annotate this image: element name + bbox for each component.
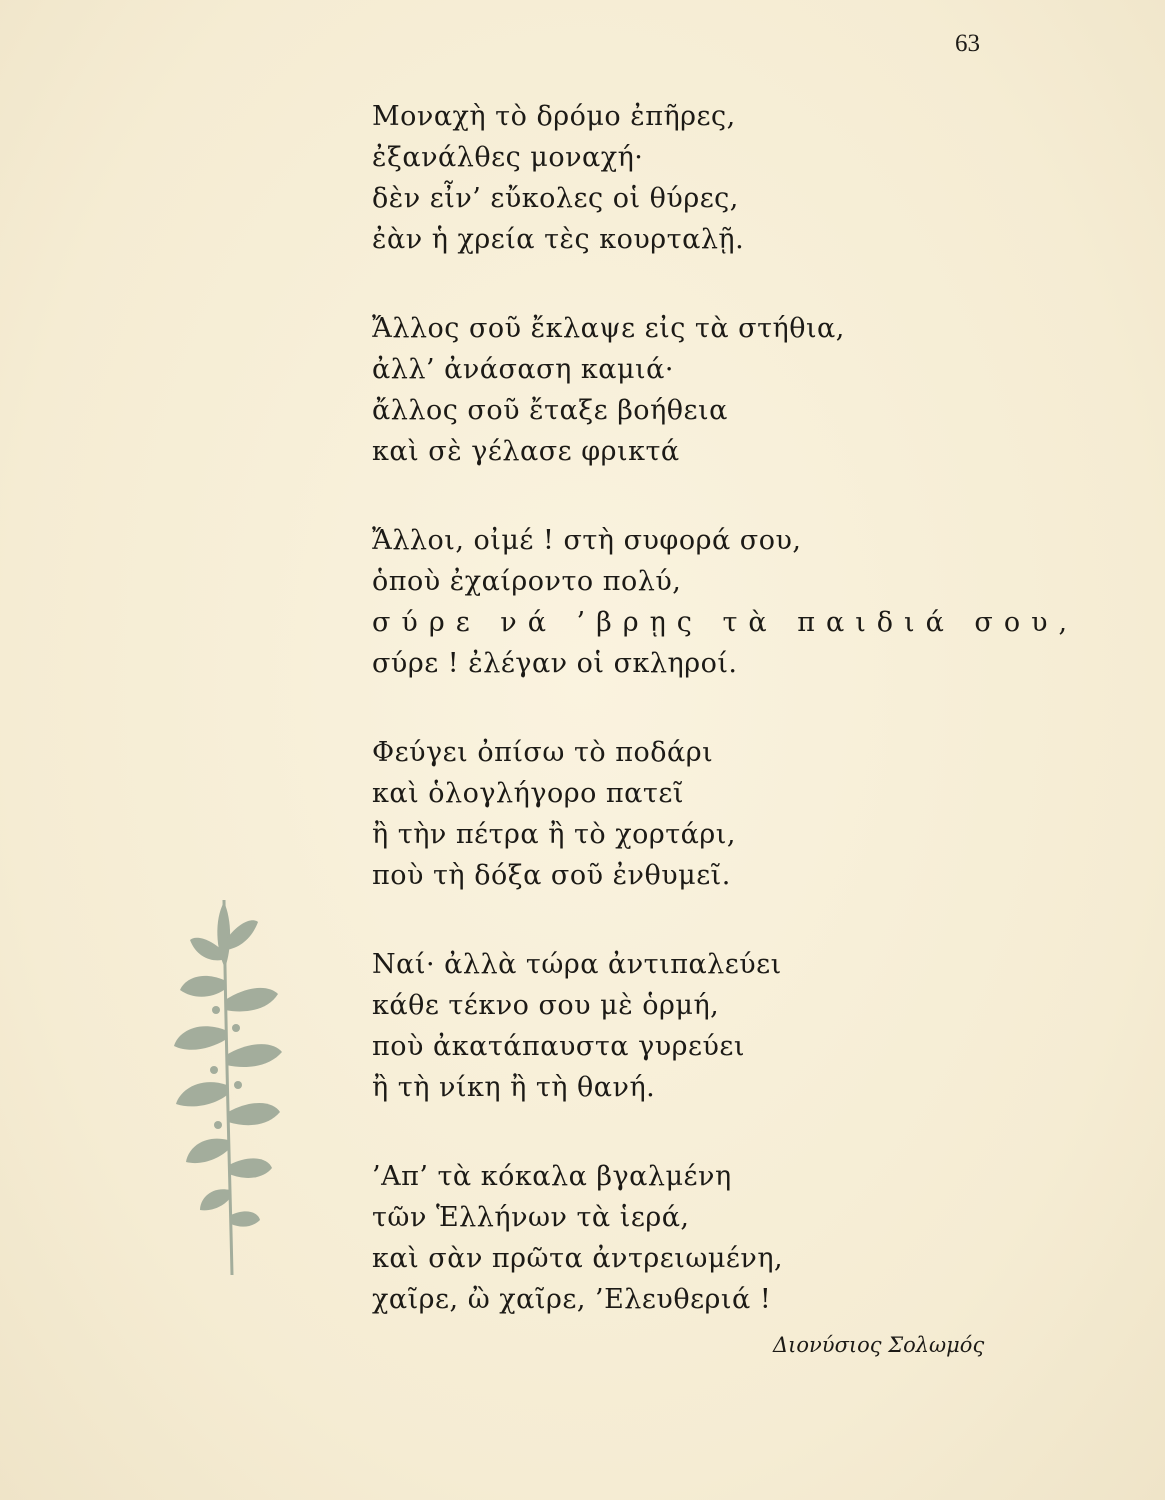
poem-line: Ναί· ἀλλὰ τώρα ἀντιπαλεύει <box>372 949 782 980</box>
poem-line: καὶ σὰν πρῶτα ἀντρειωμένη, <box>372 1243 784 1274</box>
poem-line: τῶν Ἑλλήνων τὰ ἱερά, <box>372 1202 690 1233</box>
poem-line: ποὺ ἀκατάπαυστα γυρεύει <box>372 1031 745 1062</box>
page-number: 63 <box>955 30 980 57</box>
poem-line: ἐὰν ἡ χρεία τὲς κουρταλῇ. <box>372 224 745 255</box>
laurel-branch-icon <box>170 880 290 1280</box>
poem-line: καὶ σὲ γέλασε φρικτά <box>372 436 680 467</box>
poem-line: σύρε νά ’βρῃς τὰ παιδιά σου, <box>372 607 1079 638</box>
stanza-1 <box>372 96 1052 260</box>
poem-line: ἢ τὴ νίκη ἢ τὴ θανή. <box>372 1072 656 1103</box>
poem-line: Μοναχὴ τὸ δρόμο ἐπῆρες, <box>372 101 736 132</box>
poem-line: καὶ ὁλογλήγορο πατεῖ <box>372 778 684 809</box>
poem-line: Φεύγει ὀπίσω τὸ ποδάρι <box>372 737 714 768</box>
stanza-gap <box>372 684 1052 732</box>
poem-line: ἐξανάλθες μοναχή· <box>372 142 644 173</box>
author-signature: Διονύσιος Σολωμός <box>773 1333 985 1357</box>
poem-line: Ἄλλοι, οἰμέ ! στὴ συφορά σου, <box>372 525 802 556</box>
poem-line: κάθε τέκνο σου μὲ ὁρμή, <box>372 990 720 1021</box>
poem-line: ἀλλ’ ἀνάσαση καμιά· <box>372 354 674 385</box>
poem-line: ὁποὺ ἐχαίροντο πολύ, <box>372 566 682 597</box>
poem-line: σύρε ! ἐλέγαν οἱ σκληροί. <box>372 648 738 679</box>
poem-line: ἢ τὴν πέτρα ἢ τὸ χορτάρι, <box>372 819 736 850</box>
stanza-gap <box>372 1108 1052 1156</box>
poem-line: Ἄλλος σοῦ ἔκλαψε εἰς τὰ στήθια, <box>372 313 845 344</box>
poem-line: ποὺ τὴ δόξα σοῦ ἐνθυμεῖ. <box>372 860 731 891</box>
stanza-2 <box>372 308 1052 472</box>
poem-line: ἄλλος σοῦ ἔταξε βοήθεια <box>372 395 728 426</box>
poem <box>372 96 1079 1320</box>
stanza-6 <box>372 1156 1052 1320</box>
poem-line: ’Απ’ τὰ κόκαλα βγαλμένη <box>372 1161 732 1192</box>
stanza-gap <box>372 260 1052 308</box>
stanza-3 <box>372 520 1079 684</box>
stanza-4 <box>372 732 1052 896</box>
poem-line: χαῖρε, ὢ χαῖρε, ’Ελευθεριά ! <box>372 1284 772 1315</box>
stanza-5 <box>372 944 1052 1108</box>
poem-line: δὲν εἶν’ εὔκολες οἱ θύρες, <box>372 183 739 214</box>
stanza-gap <box>372 896 1052 944</box>
stanza-gap <box>372 472 1052 520</box>
